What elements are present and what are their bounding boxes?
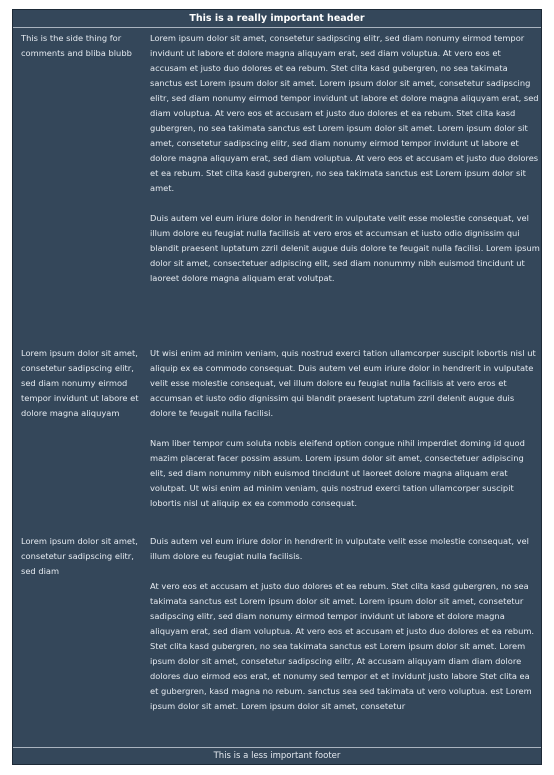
- paragraph: Ut wisi enim ad minim veniam, quis nostrud exerci tation ullamcorper suscipit lobortis nisl ut aliquip ex ea commodo consequat. Duis autem vel eum iriure dolor in hendrerit in vulputate velit esse molestie consequat, vel illum dolore eu feugiat nulla facilisis at vero eros et accumsan et iusto odio dignissim qui blandit praesent luptatum zzril delenit augue duis dolore te feugait nulla facilisi.: [150, 348, 536, 418]
- paragraph: At vero eos et accusam et justo duo dolores et ea rebum. Stet clita kasd gubergren, no sea takimata sanctus est Lorem ipsum dolor sit amet. Lorem ipsum dolor sit amet, consetetur sadipscing elitr, sed diam nonumy eirmod tempor invidunt ut labore et dolore magna aliquyam erat, sed diam voluptua. At vero eos et accusam et justo duo dolores et ea rebum. Stet clita kasd gubergren, no sea takimata sanctus est Lorem ipsum dolor sit amet. Lorem ipsum dolor sit amet, consetetur sadipscing elitr, At accusam aliquyam diam diam dolore dolores duo eirmod eos erat, et nonumy sed tempor et et invidunt justo labore Stet clita ea et gubergren, kasd magna no rebum. sanctus sea sed takimata ut vero voluptua. est Lorem ipsum dolor sit amet. Lorem ipsum dolor sit amet, consetetur: [150, 581, 535, 711]
- side-comment: This is the side thing for comments and bliba blubb: [21, 33, 132, 58]
- paragraph: Duis autem vel eum iriure dolor in hendrerit in vulputate velit esse molestie consequat, vel illum dolore eu feugiat nulla facilisis at vero eros et accumsan et iusto odio dignissim qui blandit praesent luptatum zzril delenit augue duis dolore te feugait nulla facilisi. Lorem ipsum dolor sit amet, consectetuer adipiscing elit, sed diam nonummy nibh euismod tincidunt ut laoreet dolore magna aliquam erat volutpat.: [150, 213, 540, 283]
- main-text: [150, 31, 540, 301]
- side-comment: Lorem ipsum dolor sit amet, consetetur sadipscing elitr, sed diam: [21, 536, 138, 576]
- page-frame: [12, 9, 542, 765]
- main-text: [150, 346, 540, 526]
- content-area: [13, 31, 541, 743]
- page-header: This is a really important header: [13, 10, 541, 28]
- main-text: [150, 534, 540, 729]
- side-comment: Lorem ipsum dolor sit amet, consetetur sadipscing elitr, sed diam nonumy eirmod tempor invidunt ut labore et dolore magna aliquyam: [21, 348, 139, 418]
- page-footer: This is a less important footer: [213, 751, 341, 761]
- paragraph: Nam liber tempor cum soluta nobis eleifend option congue nihil imperdiet doming id quod mazim placerat facer possim assum. Lorem ipsum dolor sit amet, consectetuer adipiscing elit, sed diam nonummy nibh euismod tincidunt ut laoreet dolore magna aliquam erat volutpat. Ut wisi enim ad minim veniam, quis nostrud exerci tation ullamcorper suscipit lobortis nisl ut aliquip ex ea commodo consequat.: [150, 438, 525, 508]
- paragraph: Lorem ipsum dolor sit amet, consetetur sadipscing elitr, sed diam nonumy eirmod tempor invidunt ut labore et dolore magna aliquyam erat, sed diam voluptua. At vero eos et accusam et justo duo dolores et ea rebum. Stet clita kasd gubergren, no sea takimata sanctus est Lorem ipsum dolor sit amet. Lorem ipsum dolor sit amet, consetetur sadipscing elitr, sed diam nonumy eirmod tempor invidunt ut labore et dolore magna aliquyam erat, sed diam voluptua. At vero eos et accusam et justo duo dolores et ea rebum. Stet clita kasd gubergren, no sea takimata sanctus est Lorem ipsum dolor sit amet. Lorem ipsum dolor sit amet, consetetur sadipscing elitr, sed diam nonumy eirmod tempor invidunt ut labore et dolore magna aliquyam erat, sed diam voluptua. At vero eos et accusam et justo duo dolores et ea rebum. Stet clita kasd gubergren, no sea takimata sanctus est Lorem ipsum dolor sit amet.: [150, 33, 539, 193]
- paragraph: Duis autem vel eum iriure dolor in hendrerit in vulputate velit esse molestie consequat, vel illum dolore eu feugiat nulla facilisis.: [150, 536, 529, 561]
